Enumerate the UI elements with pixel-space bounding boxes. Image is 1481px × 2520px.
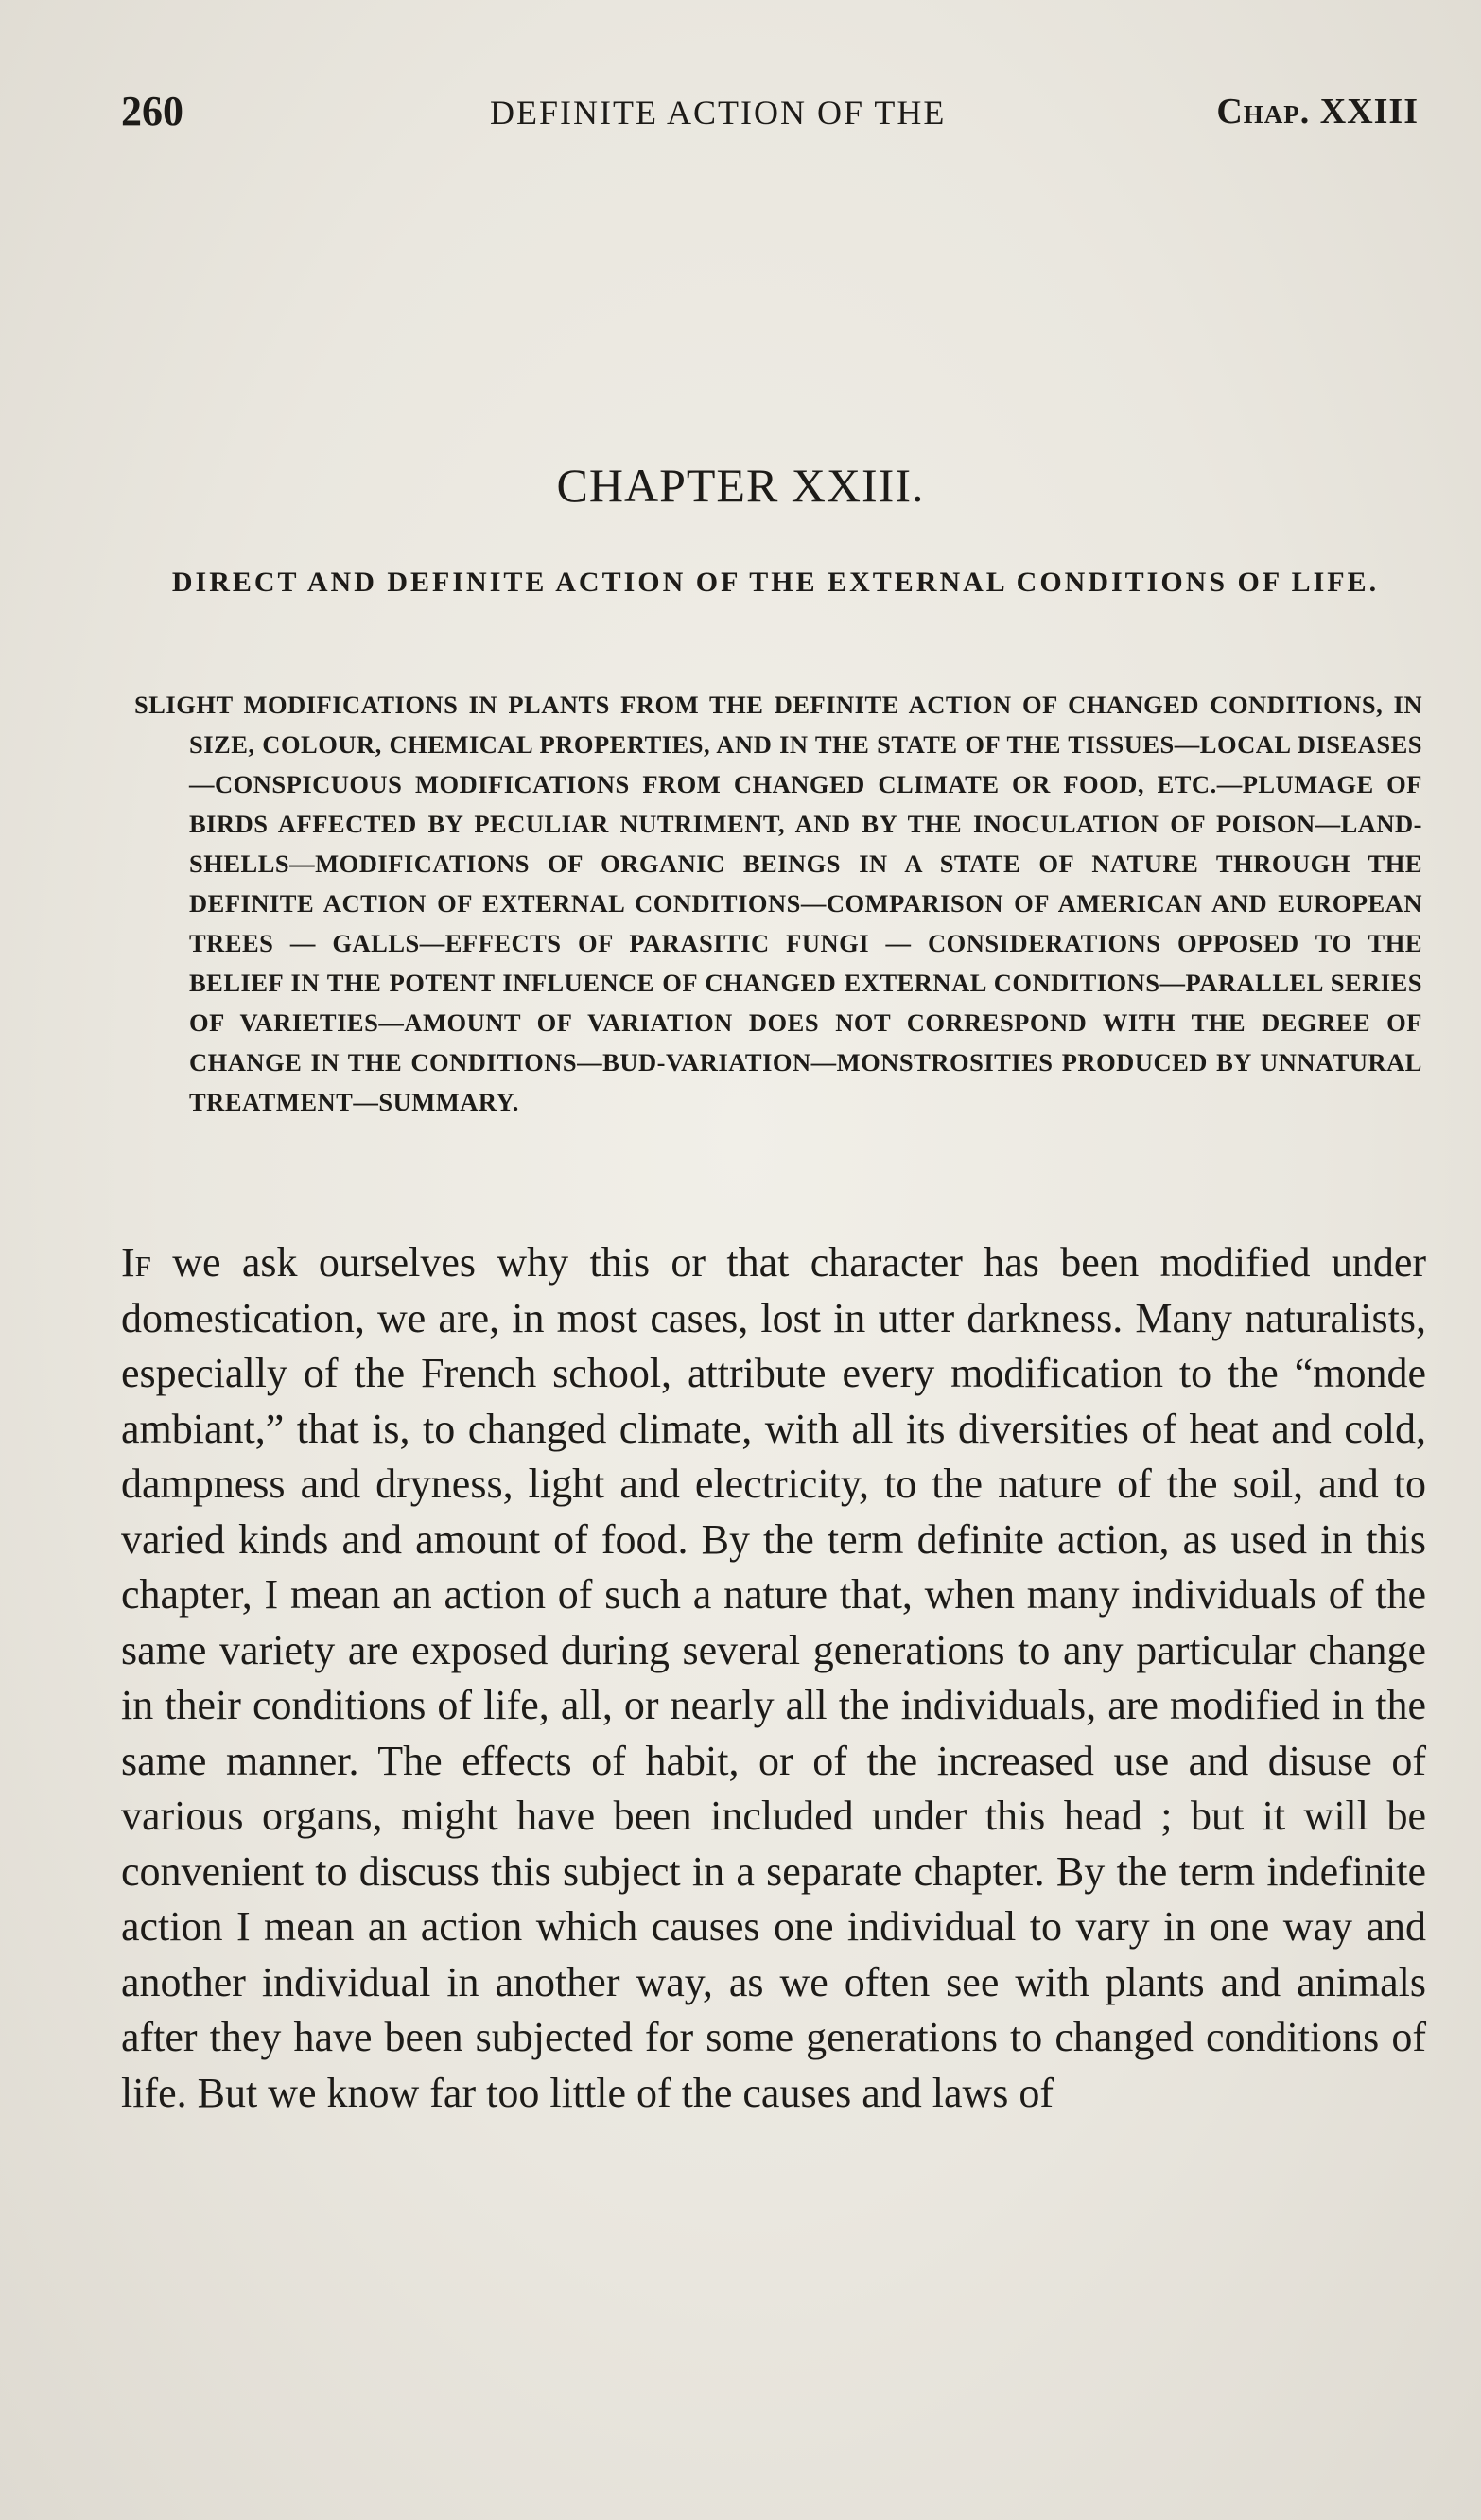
page-number: 260 — [121, 88, 183, 134]
chapter-reference: Chap. XXIII — [1216, 92, 1419, 131]
page-header — [121, 87, 1419, 134]
body-first-word: If — [121, 1239, 151, 1286]
running-head: DEFINITE ACTION OF THE — [490, 94, 947, 131]
chapter-summary: SLIGHT MODIFICATIONS IN PLANTS FROM THE DEFINITE ACTION OF CHANGED CONDITIONS, IN SIZE, COLOUR, CHEMICAL PROPERTIES, AND IN THE STATE OF THE TISSUES—LOCAL DISEASES—CONSPICUOUS MODIFICATIONS FROM CHANGED CLIMATE OR FOOD, ETC.—PLUMAGE OF BIRDS AFFECTED BY PECULIAR NUTRIMENT, AND BY THE INOCULATION OF POISON—LAND-SHELLS—MODIFICATIONS OF ORGANIC BEINGS IN A STATE OF NATURE THROUGH THE DEFINITE ACTION OF EXTERNAL CONDITIONS—COMPARISON OF AMERICAN AND EUROPEAN TREES — GALLS—EFFECTS OF PARASITIC FUNGI — CONSIDERATIONS OPPOSED TO THE BELIEF IN THE POTENT INFLUENCE OF CHANGED EXTERNAL CONDITIONS—PARALLEL SERIES OF VARIETIES—AMOUNT OF VARIATION DOES NOT CORRESPOND WITH THE DEGREE OF CHANGE IN THE CONDITIONS—BUD-VARIATION—MONSTROSITIES PRODUCED BY UNNATURAL TREATMENT—SUMMARY. — [134, 691, 1422, 1116]
chapter-title: CHAPTER XXIII. — [556, 459, 925, 512]
body-text: we ask ourselves why this or that character has been modified under domestication, we are, in most cases, lost in utter darkness. Many naturalists, especially of the French school, attribute every modification to the “monde ambiant,” that is, to changed climate, with all its diversities of heat and cold, dampness and dryness, light and electricity, to the nature of the soil, and to varied kinds and amount of food. By the term definite action, as used in this chapter, I mean an action of such a nature that, when many individuals of the same variety are exposed during several generations to any particular change in their conditions of life, all, or nearly all the individuals, are modified in the same manner. The effects of habit, or of the increased use and disuse of various organs, might have been included under this head ; but it will be convenient to discuss this subject in a separate chapter. By the term indefinite action I mean an action which causes one individual to vary in one way and another individual in another way, as we often see with plants and animals after they have been subjected for some generations to changed conditions of life. But we know far too little of the causes and laws of — [121, 1239, 1426, 2116]
body-paragraph — [121, 1235, 1426, 2121]
chapter-subtitle: DIRECT AND DEFINITE ACTION OF THE EXTERNAL CONDITIONS OF LIFE. — [171, 567, 1380, 598]
